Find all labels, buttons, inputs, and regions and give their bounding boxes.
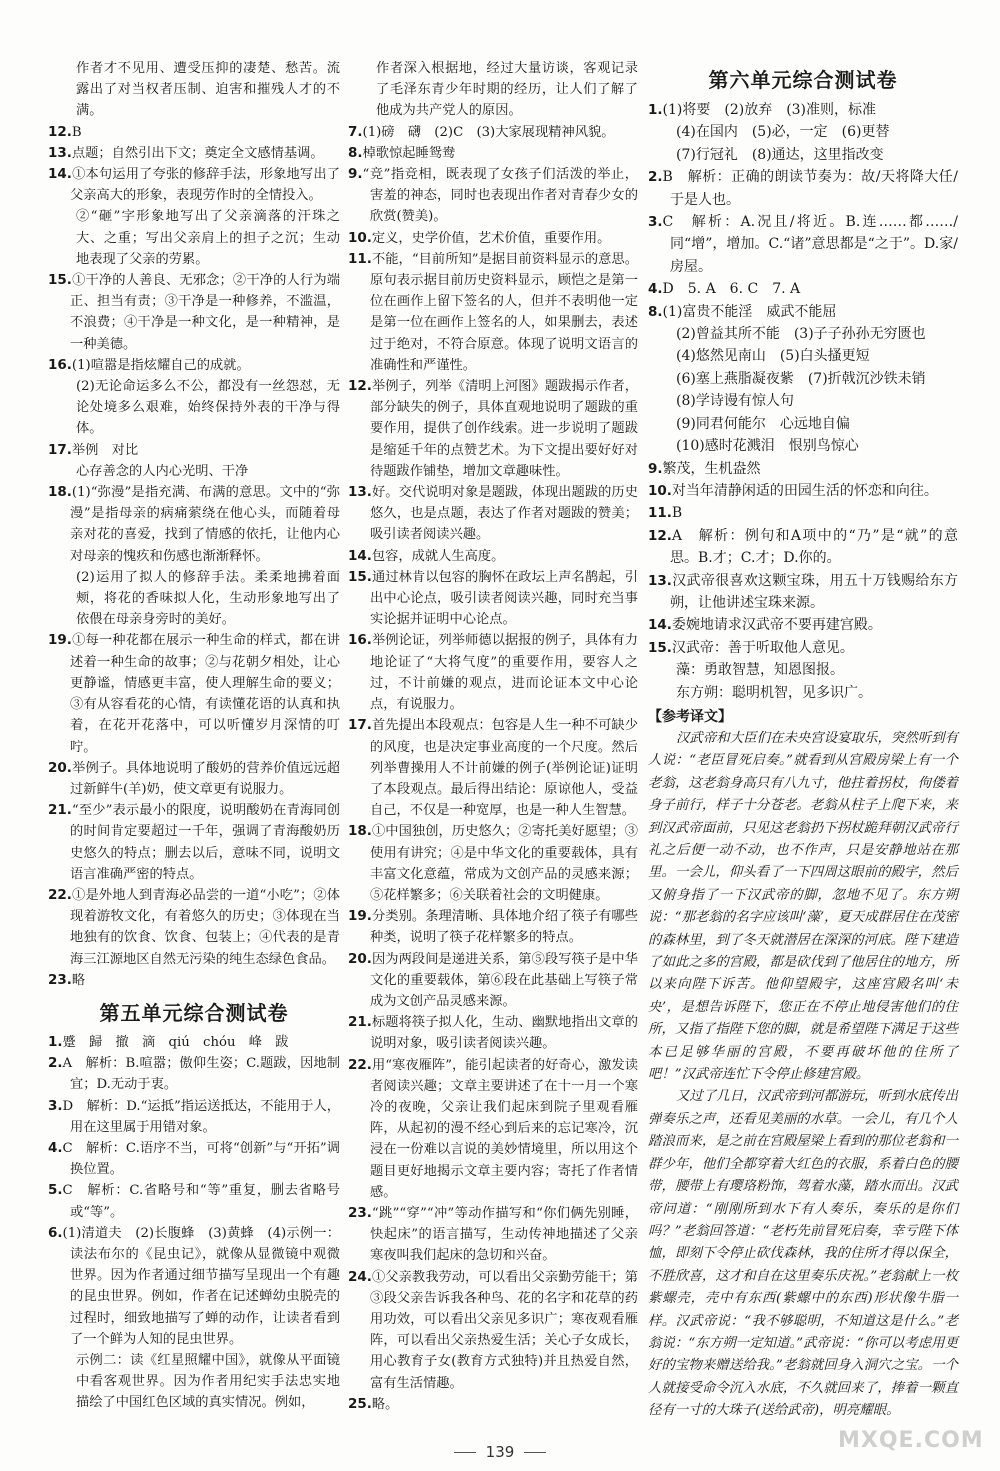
answer-item (648, 480, 958, 502)
section-title-unit-6: 第六单元综合测试卷 (708, 68, 898, 92)
question-number: 3. (648, 214, 663, 231)
answer-text: (8)学诗谩有惊人句 (676, 393, 794, 410)
answer-text: (6)塞上燕脂凝夜紫 (7)折戟沉沙铁未销 (676, 370, 926, 387)
answer-item (648, 144, 958, 166)
translation-paragraph: 又过了几日，汉武帝到河都游玩，听到水底传出弹奏乐之声，还看见美丽的水草。一会儿，有几个人踏浪而来，是之前在宫殿屋梁上看到的那位老翁和一群少年，他们全都穿着大红色的衣服，系着白色的腰带，腰带上有璎珞粉饰，驾着水藻，踏水而出。汉武帝问道：“刚刚所到水下有人奏乐，奏乐的是你们吗？”老翁回答道：“老朽先前冒死启奏，幸亏陛下体恤，即刻下令停止砍伐森林，我的住所才得以保全，不胜欣喜，这才和自在这里奏乐庆祝。”老翁献上一枚紫螺壳，壳中有东西(紫螺中的东西)形状像牛脂一样。汉武帝说：“我不够聪明，不知道这是什么。”老翁说：“东方朔一定知道。”武帝说：“你可以考虑用更好的宝物来赠送给我。”老翁就回身入洞穴之宝。一个人就接受命令沉入水底，不久就回来了，捧着一颗直径有一寸的大珠子(送给武帝)，明亮耀眼。 (648, 1089, 958, 1419)
answer-item (48, 1223, 340, 1350)
question-number: 7. (348, 123, 363, 140)
answer-text: C 解析：C.省略号和“等”重复，删去省略号或“等”。 (62, 1183, 340, 1220)
answer-item (348, 58, 638, 122)
question-number: 20. (48, 759, 72, 776)
answer-item (48, 58, 340, 122)
watermark-logo: MXQE.COM (838, 1428, 984, 1453)
answer-item (648, 390, 958, 412)
question-number: 12. (48, 123, 72, 140)
question-number: 23. (48, 971, 72, 988)
answer-item (348, 630, 638, 715)
answer-item (48, 1138, 340, 1180)
answer-item (348, 1394, 638, 1415)
question-number: 17. (348, 717, 372, 734)
question-number: 5. (48, 1182, 63, 1199)
question-number: 19. (48, 632, 72, 649)
answer-item (348, 1203, 638, 1267)
answer-text: B (71, 124, 82, 140)
question-number: 15. (48, 272, 72, 289)
answer-item (348, 821, 638, 906)
answer-text: 分类别。条理清晰、具体地介绍了筷子有哪些种类，说明了筷子花样繁多的特点。 (370, 909, 638, 946)
answer-text: 棹歌惊起睡鸳鸯 (362, 145, 456, 161)
answer-item (48, 1032, 340, 1053)
answer-item (48, 758, 340, 800)
answer-text: 因为两段间是递进关系，第⑤段写筷子是中华文化的重要载体，第⑥段在此基础上写筷子常成为文创产品灵感来源。 (370, 951, 638, 1009)
answer-item (48, 1180, 340, 1222)
answer-item (648, 435, 958, 457)
answer-text: 作者才不见用、遭受压抑的凄楚、愁苦。流露出了对当权者压制、迫害和摧残人才的不满。 (76, 61, 340, 119)
answer-text: 不能，“目前所知”是据目前资料显示的意思。原句表示据目前历史资料显示，顾恺之是第一位在画作上留下签名的人，但并不表明他一定是第一位在画作上签名的人，如果删去，表述过于绝对，不符合原意。体现了说明文语言的准确性和严谨性。 (370, 251, 638, 373)
question-number: 9. (348, 166, 363, 183)
question-number: 8. (348, 144, 363, 161)
question-number: 14. (348, 547, 372, 564)
answer-text: 汉武帝：善于听取他人意见。 (671, 639, 854, 656)
answer-text: 示例二：读《红星照耀中国》，就像从平面镜中看客观世界。因为作者用纪实手法忠实地描绘了中国红色区域的真实情况。例如， (76, 1352, 340, 1411)
question-number: 13. (48, 144, 72, 161)
answer-text: C 解析：A.况且/将近。B.连……都……/同“增”，增加。C.“诸”意思都是“之于”。D.家/房屋。 (662, 214, 958, 275)
answer-text: ①每一种花都在展示一种生命的样式，都在讲述着一种生命的故事；②与花朝夕相处，让心更静谧，情感更丰富，使人理解生命的要义；③有从容看花的心情，有读懂花语的认真和执着，在花开花落中，可以听懂岁月深情的叮咛。 (70, 633, 340, 755)
answer-text: D 解析：D.“运抵”指运送抵达，不能用于人，用在这里属于用错对象。 (62, 1098, 340, 1135)
question-number: 9. (648, 460, 663, 477)
answer-text: ②“砸”字形象地写出了父亲滴落的汗珠之大、之重；写出父亲肩上的担子之沉；生动地表现了父亲的劳累。 (76, 209, 340, 267)
answer-item (348, 122, 638, 143)
answer-item (648, 502, 958, 524)
answer-item (648, 458, 958, 480)
answer-text: A 解析：B.喧嚣；傲仰生姿；C.题跋，因地制宜；D.无动于衷。 (62, 1056, 340, 1093)
answer-item (348, 1055, 638, 1203)
answer-item (348, 249, 638, 376)
question-number: 15. (348, 568, 372, 585)
answer-text: B (671, 505, 683, 522)
answer-text: C 解析：C.语序不当，可将“创新”与“开拓”调换位置。 (62, 1140, 340, 1178)
question-number: 23. (348, 1204, 372, 1221)
column-1 (48, 58, 340, 1414)
answer-item (48, 970, 340, 991)
answer-item (648, 99, 958, 121)
answer-item (648, 525, 958, 570)
answer-text: 点题；自然引出下文；奠定全文感情基调。 (71, 145, 324, 161)
answer-item (648, 345, 958, 367)
answer-item (348, 228, 638, 249)
answer-item (348, 949, 638, 1013)
answer-item (648, 570, 958, 615)
question-number: 1. (648, 102, 663, 118)
answer-item (648, 413, 958, 435)
section-title-unit-5: 第五单元综合测试卷 (99, 1000, 289, 1025)
question-number: 8. (648, 303, 663, 320)
answer-item (48, 885, 340, 970)
answer-text: 举例子，列举《清明上河图》题跋揭示作者，部分缺失的例子，具体直观地说明了题跋的重要作用，提供了创作线索。进一步说明了题跋是缩延千年的点赞艺术。为下文提出要好好对待题跋作铺垫，增加文章趣味性。 (370, 379, 638, 479)
question-number: 19. (348, 908, 372, 925)
answer-text: D 5. A 6. C 7. A (662, 281, 801, 298)
answer-text: 首先提出本段观点：包容是人生一种不可缺少的风度，也是决定事业高度的一个尺度。然后列举曹操用人不计前嫌的例子(举例论证)证明了本段观点。最后得出结论：原谅他人，受益自己，不仅是一种宽厚，也是一种人生智慧。 (370, 718, 638, 819)
answer-item (348, 376, 638, 482)
answer-item (48, 630, 340, 757)
question-number: 12. (348, 378, 372, 395)
answer-item (348, 143, 638, 164)
answer-item (48, 461, 340, 482)
answer-text: 标题将筷子拟人化，生动、幽默地指出文章的说明对象，吸引读者阅读兴趣。 (370, 1015, 638, 1052)
answer-text: ①本句运用了夸张的修辞手法，形象地写出了父亲高大的形象，表现劳作时的全情投入。 (70, 167, 340, 204)
translation-paragraph: 汉武帝和大臣们在未央宫设宴取乐，突然听到有人说：“老臣冒死启奏。”就看到从宫殿房梁上有一个老翁，这老翁身高只有八九寸，他拄着拐杖，佝偻着身子前行，样子十分苍老。老翁从柱子上爬下来，来到汉武帝面前，只见这老翁扔下拐杖跪拜朝汉武帝行礼之后便一动不动，也不作声，只是安静地站在那里。一会儿，仰头看了一下四周这眼前的殿宇，然后又俯身指了一下汉武帝的脚，忽地不见了。东方朔说：“那老翁的名字应该叫‘藻’，夏天成群居住在茂密的森林里，到了冬天就潜居在深深的河底。陛下建造了如此之多的宫殿，都是砍伐到了他居住的地方，所以来向陛下诉苦。他仰望殿宇，这座宫殿名叫‘未央’，是想告诉陛下，您正在不停止地侵害他们的住所，又指了指陛下您的脚，就是希望陛下满足于这些本已足够华丽的宫殿，不要再破坏他的住所了吧！”汉武帝连忙下令停止修建宫殿。 (648, 730, 958, 1083)
answer-item (348, 715, 638, 821)
answer-item (648, 166, 958, 211)
question-number: 25. (348, 1395, 372, 1412)
answer-text: (1)清道夫 (2)长腹蜂 (3)黄蜂 (4)示例一：读法布尔的《昆虫记》，就像从显微镜中观微世界。因为作者通过细节描写呈现出一个有趣的昆虫世界。例如，作者在记述蝉幼虫脱壳的过程时，细致地描写了蝉的动作，让读者看到了一个鲜为人知的昆虫世界。 (62, 1225, 340, 1347)
answer-text: “竞”指竞相，既表现了女孩子们活泼的举止，害羞的神态，同时也表现出作者对青春少女的欣赏(赞美)。 (362, 167, 638, 225)
answer-text: 对当年清静闲适的田园生活的怀恋和向往。 (671, 482, 938, 499)
answer-text: 略 (71, 972, 86, 988)
answer-item (48, 270, 340, 355)
question-number: 10. (648, 482, 672, 499)
answer-text: (2)曾益其所不能 (3)子子孙孙无穷匮也 (676, 326, 926, 343)
answer-text: 略。 (371, 1396, 399, 1412)
answer-text: (1)富贵不能淫 威武不能屈 (662, 303, 837, 320)
answer-text: 举例论证，列举师德以据报的例子，具体有力地论证了“大将气度”的重要作用，要容人之过，不计前嫌的观点，进而论证本文中心论点，有说服力。 (370, 633, 638, 713)
answer-item (348, 567, 638, 631)
answer-item (648, 211, 958, 278)
answer-item (648, 659, 958, 681)
answer-item (48, 1053, 340, 1095)
answer-item (648, 301, 958, 323)
answer-text: (1)磅 礴 (2)C (3)大家展现精神风貌。 (362, 124, 615, 140)
answer-item (648, 637, 958, 659)
answer-item (48, 1350, 340, 1414)
answer-item (48, 206, 340, 270)
answer-text: 作者深入根据地，经过大量访谈，客观记录了毛泽东青少年时期的经历，让人们了解了他成为共产党人的原因。 (376, 61, 638, 119)
question-number: 1. (48, 1033, 63, 1050)
answer-item (648, 682, 958, 704)
answer-text: (7)行冠礼 (8)通达，这里指改变 (676, 146, 884, 163)
answer-text: ①是外地人到青海必品尝的一道“小吃”；②体现着游牧文化，有着悠久的历史；③体现在当地独有的饮食、饮食、包装上；④代表的是青海三江源地区自然无污染的纯生态绿色食品。 (70, 887, 340, 967)
answer-text: B 解析：正确的朗读节奏为：故/天将降大任/于是人也。 (662, 169, 958, 208)
answer-text: (2)运用了拟人的修辞手法。柔柔地拂着面颊，将花的香味拟人化，生动形象地写出了依偎在母亲身旁时的美好。 (76, 569, 340, 628)
answer-item (48, 376, 340, 440)
answer-item (48, 1096, 340, 1138)
answer-text: “至少”表示最小的限度，说明酸奶在青海同创的时间肯定要超过一千年，强调了青海酸奶历史悠久的特点；删去以后，意味不同，说明文语言准确严密的特点。 (70, 803, 340, 882)
answer-item (348, 482, 638, 546)
footer-dash-left (454, 1452, 476, 1453)
question-number: 4. (48, 1139, 63, 1156)
answer-item (48, 440, 340, 461)
answer-item (348, 546, 638, 567)
question-number: 4. (648, 281, 663, 298)
question-number: 13. (648, 572, 672, 589)
answer-text: 包容，成就人生高度。 (371, 548, 505, 564)
answer-item (648, 121, 958, 143)
answer-item (348, 164, 638, 228)
question-number: 2. (48, 1055, 63, 1072)
answer-text: 举例子。具体地说明了酸奶的营养价值远远超过新鲜牛(羊)奶，使文章更有说服力。 (70, 760, 340, 797)
reference-translation-heading: 【参考译文】 (648, 708, 732, 725)
answer-page (48, 58, 958, 1423)
question-number: 17. (48, 441, 72, 458)
question-number: 21. (48, 802, 72, 819)
answer-text: (9)同君何能尔 心远地自偏 (676, 415, 850, 432)
column-2 (348, 58, 638, 1415)
question-number: 12. (648, 527, 672, 544)
answer-text: 蹙 歸 撤 滴 qiú chóu 峰 跋 (62, 1034, 289, 1050)
answer-text: (10)感时花溅泪 恨别鸟惊心 (676, 438, 859, 455)
answer-item (48, 482, 340, 567)
question-number: 24. (348, 1268, 372, 1285)
answer-text: ①干净的人善良、无邪念；②干净的人行为端正、担当有责；③干净是一种修养，不滥温，不浪费；④干净是一种文化，是一种精神，是一种美德。 (70, 273, 340, 352)
question-number: 2. (648, 169, 663, 186)
answer-item (648, 368, 958, 390)
answer-text: (1)“弥漫”是指充满、布满的意思。文中的“弥漫”是指母亲的病痛萦绕在他心头，而随着母亲对花的喜爱，找到了情感的依托，让他内心对母亲的愧疚和伤感也渐渐释怀。 (70, 485, 340, 564)
answer-text: ①父亲教我劳动，可以看出父亲勤劳能干；第③段父亲告诉我各种鸟、花的名字和花草的药用功效，可以看出父亲见多识广；寒夜观看雁阵，可以看出父亲热爱生活；关心子女成长，用心教育子女(教育方式独特)并且热爱自然，富有生活情趣。 (370, 1269, 638, 1391)
question-number: 13. (348, 484, 372, 501)
answer-item (48, 164, 340, 206)
answer-text: 委婉地请求汉武帝不要再建宫殿。 (671, 617, 882, 634)
column-3 (648, 58, 958, 1423)
question-number: 16. (48, 356, 72, 373)
answer-item (48, 122, 340, 143)
question-number: 18. (48, 484, 72, 501)
question-number: 14. (648, 617, 672, 634)
question-number: 16. (348, 632, 372, 649)
answer-text: (1)将要 (2)放弃 (3)准则，标准 (662, 102, 877, 118)
answer-text: (1)喧嚣是指炫耀自己的成就。 (71, 357, 250, 373)
question-number: 11. (348, 250, 372, 267)
question-number: 21. (348, 1014, 372, 1031)
answer-text: “跳”“穿”“冲”等动作描写和“你们俩先别睡，快起床”的语言描写，生动传神地描述了父亲寒夜叫我们起床的急切和兴奋。 (370, 1205, 638, 1264)
answer-item (648, 323, 958, 345)
answer-text: ①中国独创，历史悠久；②寄托美好愿望；③使用有讲究；④是中华文化的重要载体，具有丰富文化意蕴，常成为文创产品的灵感来源；⑤花样繁多；⑥关联着社会的文明健康。 (370, 824, 638, 903)
answer-text: (4)在国内 (5)必，一定 (6)更替 (676, 124, 890, 141)
question-number: 15. (648, 639, 672, 656)
answer-item (648, 278, 958, 300)
question-number: 14. (48, 166, 72, 183)
answer-item (648, 614, 958, 636)
answer-text: 好。交代说明对象是题跋，体现出题跋的历史悠久，也是点题，表达了作者对题跋的赞美；吸引读者阅读兴趣。 (370, 485, 638, 543)
question-number: 18. (348, 823, 372, 840)
answer-text: 藻：勇敢智慧，知恩图报。 (676, 662, 844, 679)
question-number: 22. (348, 1056, 372, 1073)
answer-text: 东方朔：聪明机智，见多识广。 (676, 684, 872, 701)
answer-text: 繁茂，生机盎然 (662, 460, 761, 477)
answer-text: 定义，史学价值，艺术价值，重要作用。 (371, 230, 611, 246)
answer-text: 用“寒夜雁阵”，能引起读者的好奇心，激发读者阅读兴趣；文章主要讲述了在十一月一个寒冷的夜晚，父亲让我们起床到院子里观看雁阵，从起初的漫不经心到后来的忘记寒冷，沉浸在一份难以言说的美妙情境里，所以用这个题目更好地揭示文章主要内容；寄托了作者情感。 (370, 1057, 638, 1200)
answer-item (348, 906, 638, 948)
footer-dash-right (524, 1452, 546, 1453)
question-number: 6. (48, 1224, 63, 1241)
answer-item (48, 567, 340, 631)
answer-item (48, 800, 340, 885)
answer-item (348, 1267, 638, 1394)
answer-text: 心存善念的人内心光明、干净 (76, 463, 249, 479)
answer-text: (4)悠然见南山 (5)白头搔更短 (676, 348, 870, 365)
answer-text: (2)无论命运多么不公，都没有一丝怨怼，无论处境多么艰难，始终保持外表的干净与得体。 (76, 379, 340, 437)
question-number: 10. (348, 229, 372, 246)
page-number: 139 (485, 1443, 515, 1461)
answer-item (48, 143, 340, 164)
question-number: 22. (48, 886, 72, 903)
answer-text: 举例 对比 (71, 442, 139, 458)
answer-item (348, 1012, 638, 1054)
question-number: 3. (48, 1097, 63, 1114)
answer-text: A 解析：例句和A项中的“乃”是“就”的意思。B.才；C.才；D.你的。 (670, 527, 958, 567)
question-number: 11. (648, 505, 672, 522)
answer-text: 通过林肯以包容的胸怀在政坛上声名鹊起，引出中心论点，吸引读者阅读兴趣，同时充当事实论据并证明中心论点。 (370, 569, 638, 628)
answer-item (48, 355, 340, 376)
answer-text: 汉武帝很喜欢这颗宝珠，用五十万钱赐给东方朔，让他讲述宝珠来源。 (670, 572, 958, 611)
question-number: 20. (348, 950, 372, 967)
